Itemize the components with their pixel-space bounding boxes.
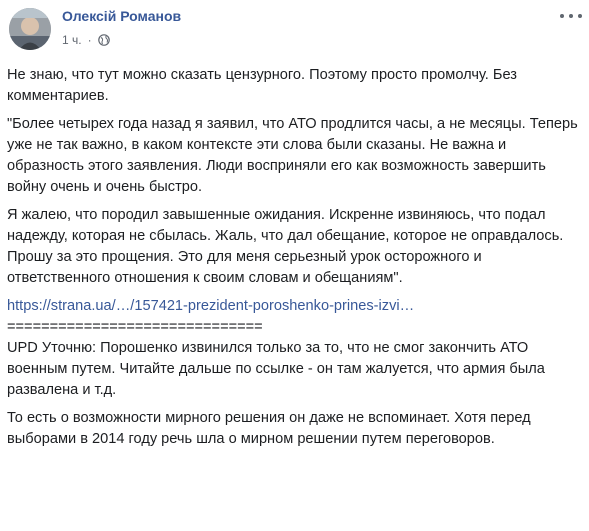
post-timestamp[interactable]: 1 ч. — [62, 33, 82, 47]
closing-paragraph: То есть о возможности мирного решения он даже не вспоминает. Хотя перед выборами в 2014 году речь шла о мирном решении путем переговоров. — [7, 410, 531, 447]
post-meta — [62, 33, 110, 47]
profile-photo — [9, 8, 51, 50]
separator-line: ============================== — [7, 319, 263, 335]
article-link[interactable]: https://strana.ua/…/157421-prezident-poroshenko-prines-izvi… — [7, 298, 415, 314]
update-paragraph: UPD Уточню: Порошенко извинился только за то, что не смог закончить АТО военным путем. Читайте дальше по ссылке - он там жалуется, что армия была развалена и т.д. — [7, 340, 545, 398]
link-paragraph — [7, 296, 585, 317]
post-body — [7, 65, 585, 457]
post-header — [0, 0, 589, 62]
post-paragraph: "Более четырех года назад я заявил, что АТО продлится часы, а не месяцы. Теперь уже не так важно, в каком контексте эти слова были сказаны. Не важна и образность этого заявления. Люди восприняли его как возможность завершить войну очень и очень быстро. — [7, 116, 578, 195]
post-paragraph: Я жалею, что породил завышенные ожидания. Искренне извиняюсь, что подал надежду, которая не сбылась. Жаль, что дал обещание, которое не оправдалось. Прошу за это прощения. Это для меня серьезный урок осторожного и ответственного отношения к своим словам и обещаниям". — [7, 207, 564, 286]
meta-separator: · — [87, 33, 92, 47]
avatar[interactable] — [9, 8, 51, 50]
author-name[interactable]: Олексій Романов — [62, 8, 182, 24]
globe-icon — [98, 34, 110, 46]
more-options-icon[interactable] — [560, 10, 582, 22]
post-paragraph: Не знаю, что тут можно сказать цензурного. Поэтому просто промолчу. Без комментариев. — [7, 67, 517, 104]
